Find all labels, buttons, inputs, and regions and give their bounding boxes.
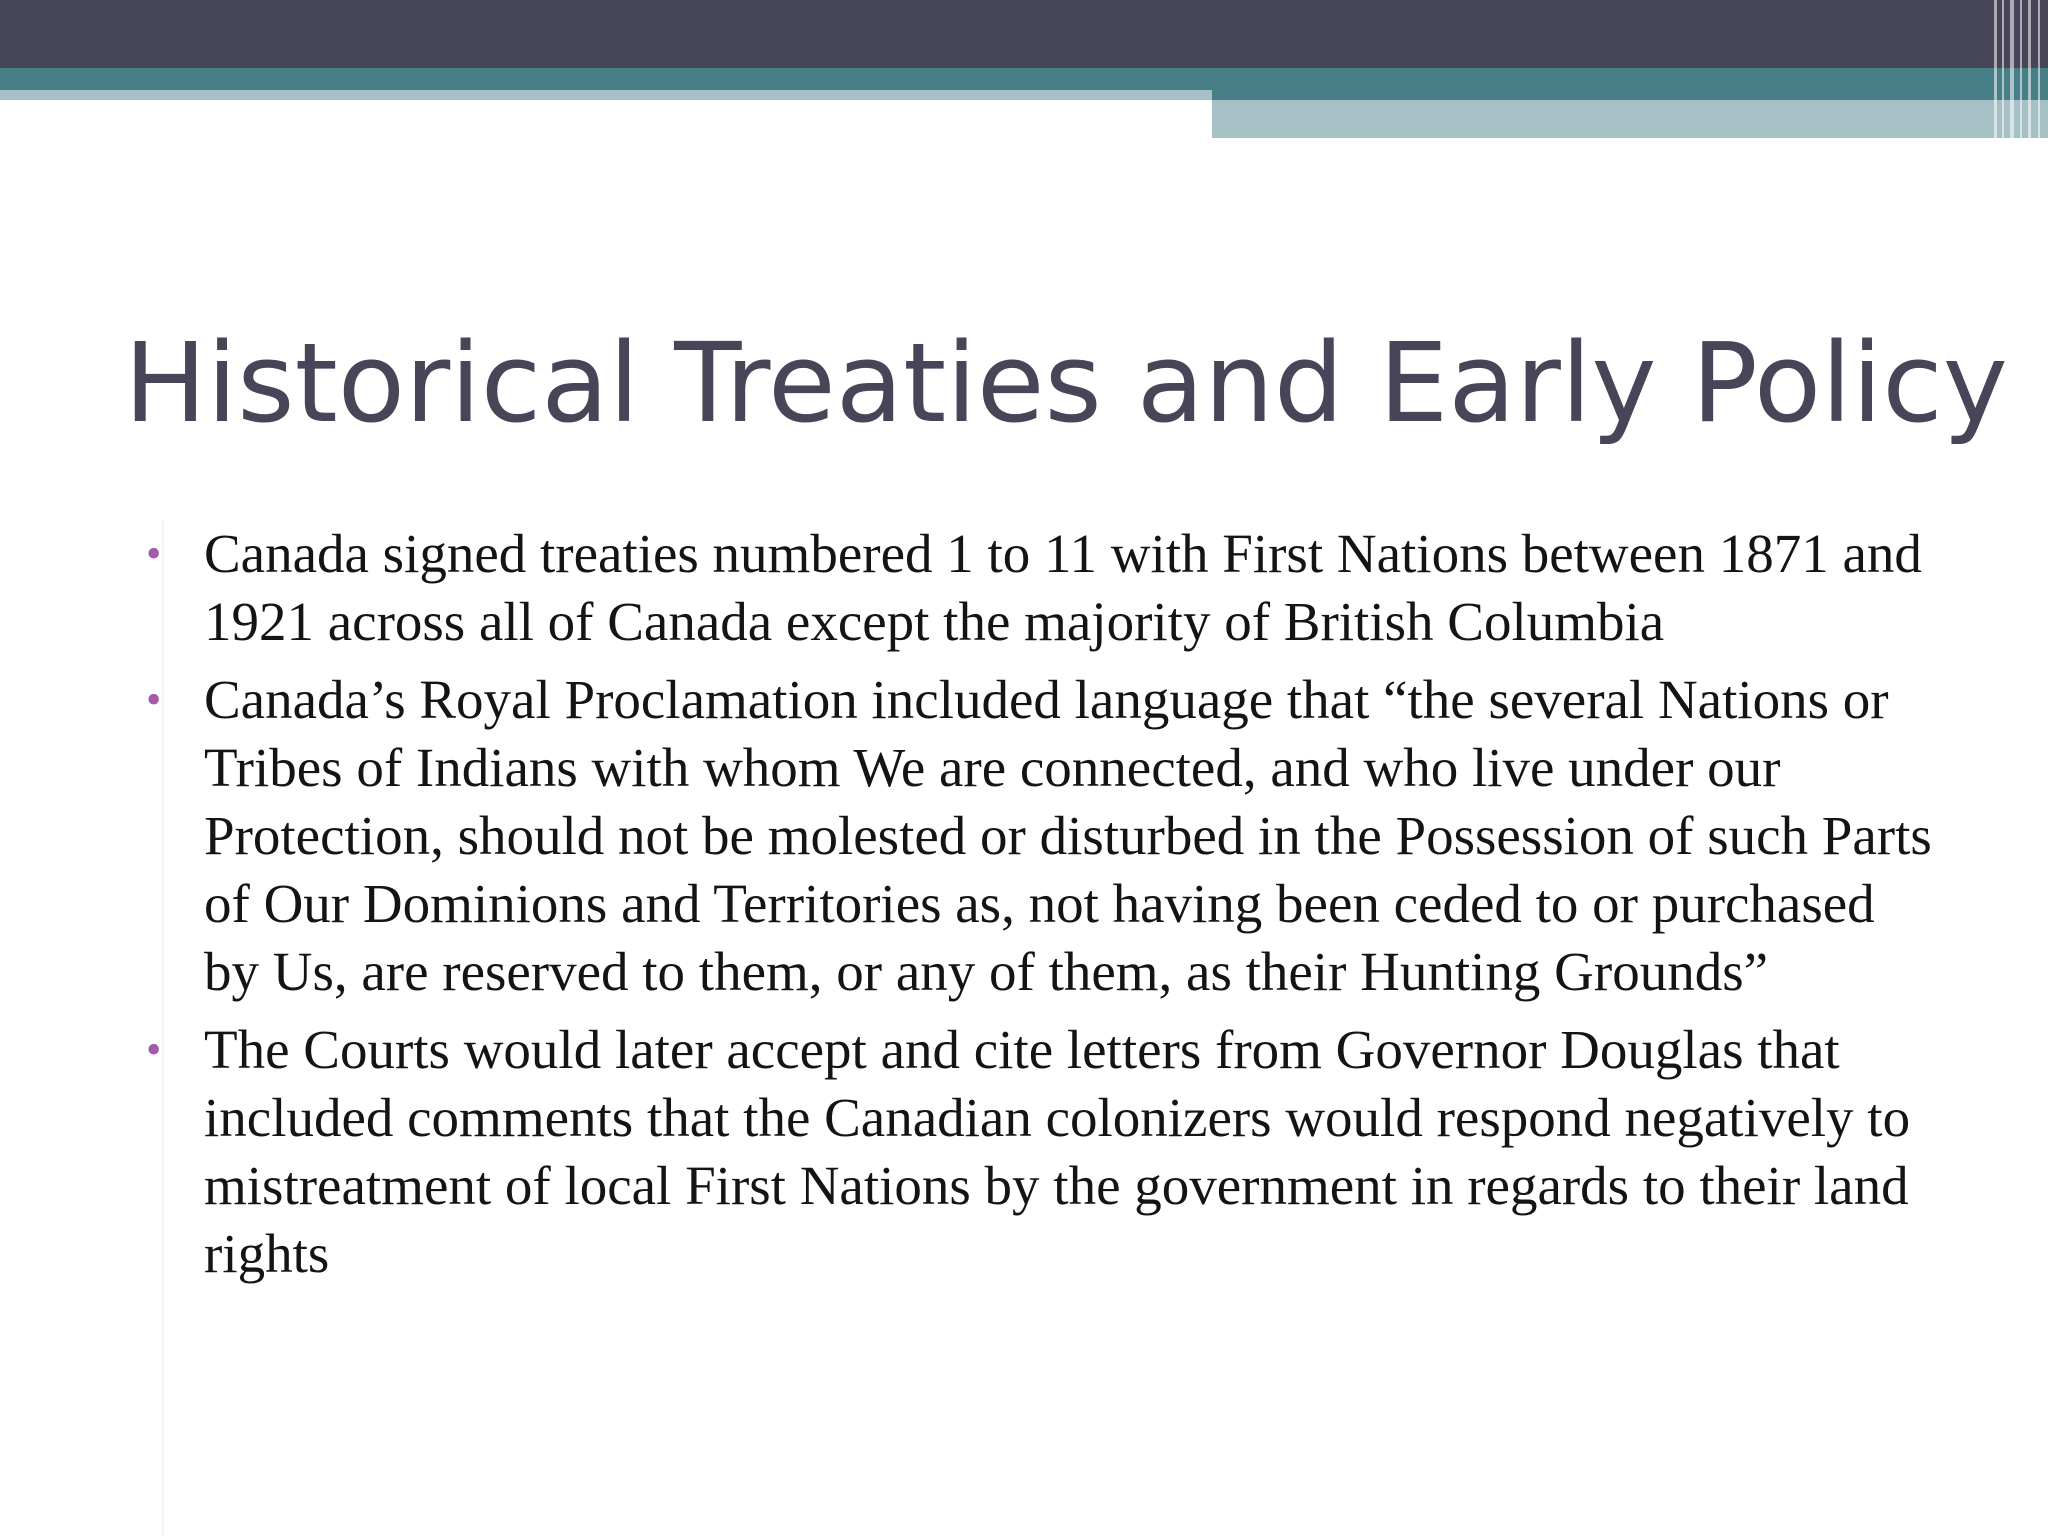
header-band-light-left	[0, 90, 1212, 100]
bullet-marker-icon: •	[146, 1025, 162, 1074]
bullet-text: Canada signed treaties numbered 1 to 11 with First Nations between 1871 and 1921 across all of Canada except the majority of British Columbia	[204, 523, 1922, 652]
bullet-text: Canada’s Royal Proclamation included language that “the several Nations or Tribes of Indians with whom We are connected, and who live under our Protection, should not be molested or disturbed in the Possession of such Parts of Our Dominions and Territories as, not having been ceded to or purchased by Us, are reserved to them, or any of them, as their Hunting Grounds”	[204, 669, 1932, 1002]
bullet-item	[140, 1016, 1940, 1288]
bullet-marker-icon: •	[146, 529, 162, 578]
header-band-dark	[0, 0, 2048, 68]
bullet-list	[140, 520, 1940, 1298]
bullet-item	[140, 666, 1940, 1006]
bullet-marker-icon: •	[146, 675, 162, 724]
slide-title: Historical Treaties and Early Policy	[124, 319, 2008, 447]
bullet-item	[140, 520, 1940, 656]
header-stripes	[1988, 0, 2048, 138]
header-band-light-right	[1212, 100, 2048, 138]
bullet-text: The Courts would later accept and cite letters from Governor Douglas that included comments that the Canadian colonizers would respond negatively to mistreatment of local First Nations by the government in regards to their land rights	[204, 1019, 1911, 1284]
